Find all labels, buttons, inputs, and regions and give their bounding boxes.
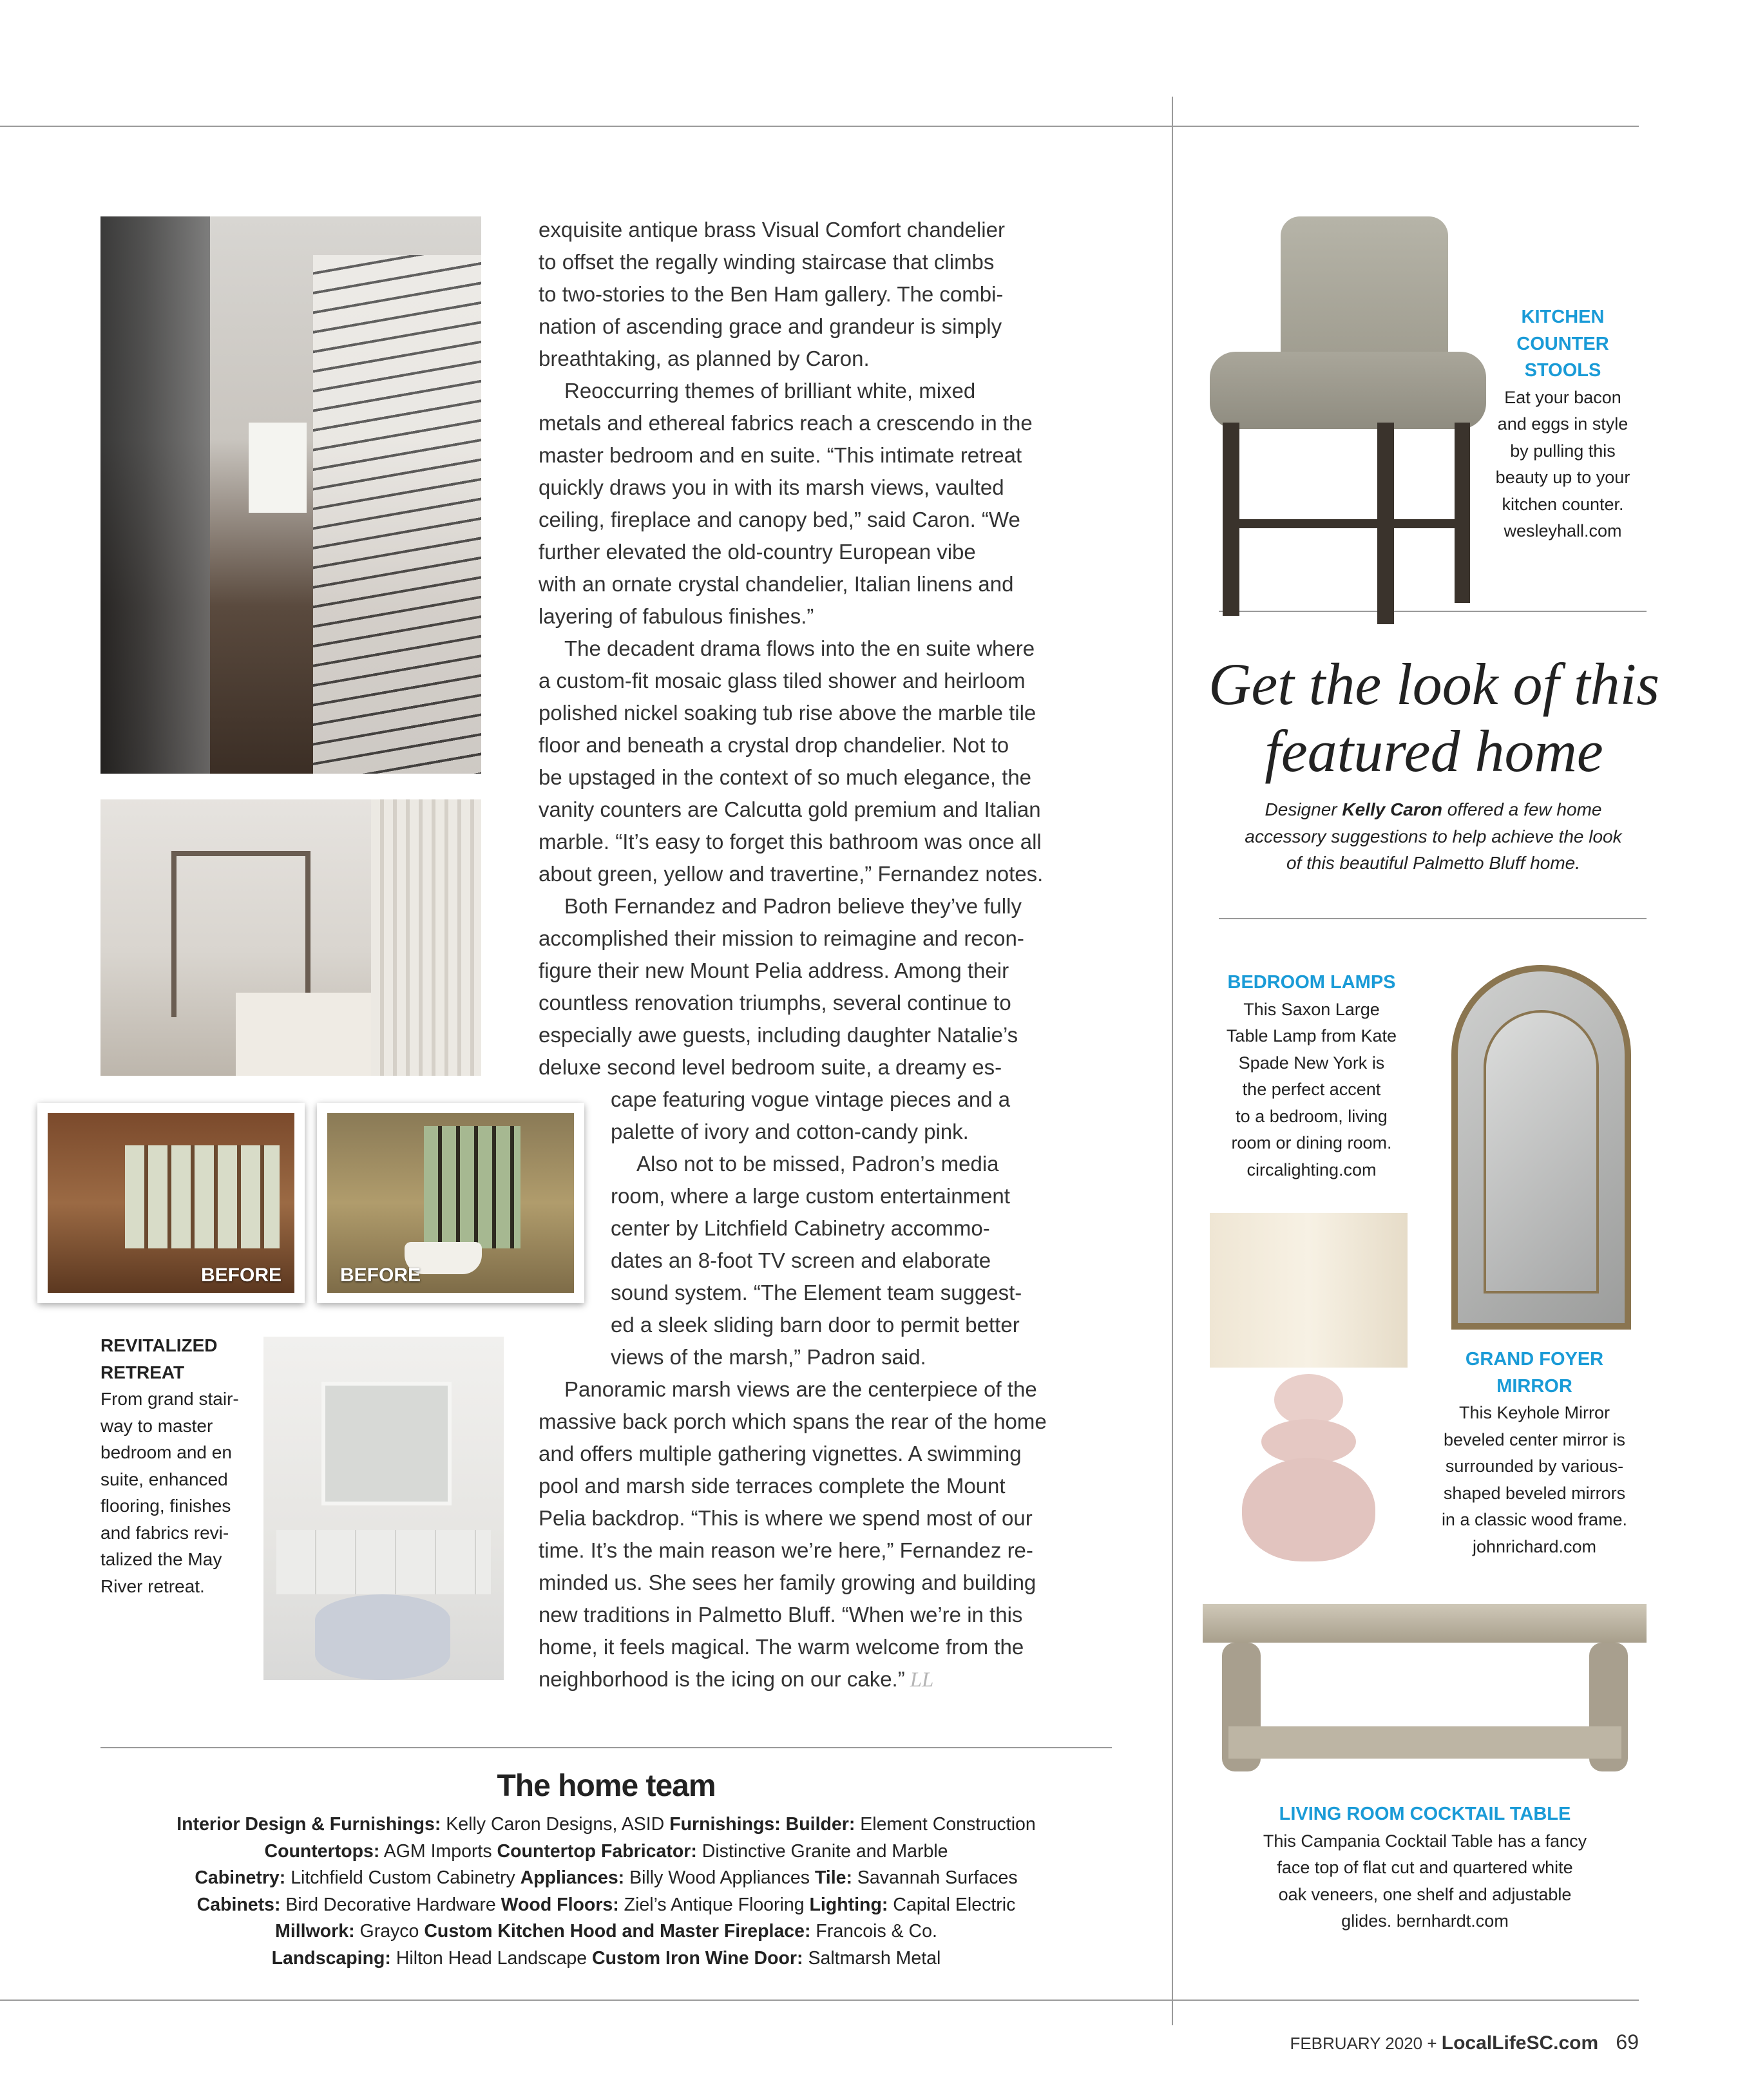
article-line-row — [539, 1019, 1118, 1051]
article-line: cape featuring vogue vintage pieces and a — [611, 1087, 1011, 1111]
product-heading: BEDROOM LAMPS — [1227, 972, 1396, 993]
credit-value: Billy Wood Appliances — [629, 1867, 810, 1888]
credit-label: Furnishings: Builder: — [669, 1814, 855, 1835]
get-the-look-title-line: featured home — [1265, 718, 1603, 784]
article-line: views of the marsh,” Padron said. — [611, 1345, 926, 1369]
credit-value: Capital Electric — [893, 1894, 1016, 1915]
article-line-row — [539, 600, 1118, 633]
product-text: oak veneers, one shelf and adjustable — [1278, 1884, 1572, 1904]
product-text: to a bedroom, living — [1236, 1106, 1388, 1126]
article-line: The decadent drama flows into the en suite where — [564, 636, 1035, 660]
home-team-title: The home team — [497, 1769, 716, 1803]
article-line-row — [539, 214, 1118, 246]
article-line: a custom-fit mosaic glass tiled shower and heirloom — [539, 669, 1026, 692]
product-text: by pulling this — [1510, 441, 1616, 461]
caption-heading: RETREAT — [100, 1362, 185, 1382]
article-line: master bedroom and en suite. “This intimate retreat — [539, 443, 1022, 467]
product-text: Table Lamp from Kate — [1226, 1026, 1397, 1045]
home-team-rule — [100, 1747, 1112, 1748]
article-line-row — [539, 472, 1118, 504]
article-line-row — [539, 407, 1118, 439]
article-line-row — [539, 246, 1118, 278]
article-line: room, where a large custom entertainment — [611, 1184, 1010, 1208]
article-line: home, it feels magical. The warm welcome from the — [539, 1635, 1024, 1659]
article-line-row — [539, 987, 1118, 1019]
credit-line — [100, 1811, 1112, 1838]
article-line-row — [539, 697, 1118, 729]
credit-line — [100, 1918, 1112, 1945]
product-heading: MIRROR — [1496, 1375, 1572, 1397]
subtitle-text: Designer — [1265, 799, 1337, 819]
credit-label: Lighting: — [809, 1894, 888, 1915]
product-text: johnrichard.com — [1472, 1536, 1597, 1556]
article-line-row — [539, 858, 1118, 890]
article-line-row — [539, 1051, 1118, 1083]
product-text: wesleyhall.com — [1504, 521, 1622, 540]
subtitle-text: offered a few home — [1447, 799, 1602, 819]
product-heading: COUNTER — [1516, 333, 1609, 354]
article-line-row — [539, 1406, 1118, 1438]
product-heading: STOOLS — [1524, 360, 1601, 381]
bedroom-lamps-blurb — [1202, 969, 1421, 1183]
credit-label: Millwork: — [275, 1921, 355, 1942]
article-line-row — [539, 1470, 1118, 1502]
article-line-row — [539, 890, 1118, 922]
article-line: layering of fabulous finishes.” — [539, 604, 814, 628]
credit-line — [100, 1838, 1112, 1866]
keyhole-mirror-image — [1451, 965, 1631, 1330]
caption-line: talized the May — [100, 1549, 222, 1569]
article-line-row — [539, 1212, 1118, 1245]
article-line-row — [539, 310, 1118, 343]
product-text: face top of flat cut and quartered white — [1277, 1858, 1573, 1877]
article-line-row — [539, 439, 1118, 472]
product-text: This Saxon Large — [1243, 999, 1380, 1019]
article-line: palette of ivory and cotton-candy pink. — [611, 1120, 969, 1143]
credit-value: Saltmarsh Metal — [808, 1947, 941, 1969]
article-line: sound system. “The Element team suggest- — [611, 1281, 1022, 1304]
article-line: minded us. She sees her family growing and building — [539, 1570, 1036, 1594]
article-line-row — [539, 826, 1118, 858]
article-line: and offers multiple gathering vignettes. A swimming — [539, 1442, 1022, 1465]
credit-value: Element Construction — [860, 1814, 1036, 1835]
caption-line: way to master — [100, 1415, 213, 1436]
article-line: to two-stories to the Ben Ham gallery. The combi- — [539, 282, 1004, 306]
credit-value: Grayco — [359, 1921, 419, 1942]
article-line: countless renovation triumphs, several continue to — [539, 991, 1011, 1015]
article-line: polished nickel soaking tub rise above the marble tile — [539, 701, 1036, 725]
grand-foyer-mirror-blurb — [1418, 1346, 1650, 1560]
article-line-row — [539, 1373, 1118, 1406]
credit-label: Appliances: — [520, 1867, 625, 1888]
article-line: nation of ascending grace and grandeur is simply — [539, 314, 1002, 338]
article-line-row — [539, 922, 1118, 955]
article-line-row — [539, 761, 1118, 794]
article-body — [539, 214, 1118, 1695]
article-line-row — [539, 278, 1118, 310]
article-line-row — [539, 1502, 1118, 1534]
credit-value: Litchfield Custom Cabinetry — [291, 1867, 515, 1888]
credit-value: Savannah Surfaces — [857, 1867, 1018, 1888]
get-the-look-title-line: Get the look of this — [1208, 651, 1660, 717]
credit-value: Hilton Head Landscape — [396, 1947, 587, 1969]
credit-value: Kelly Caron Designs, ASID — [446, 1814, 665, 1835]
article-line: massive back porch which spans the rear of the home — [539, 1409, 1047, 1433]
article-line: pool and marsh side terraces complete the Mount — [539, 1474, 1006, 1498]
photo-caption — [100, 1332, 262, 1599]
article-line: floor and beneath a crystal drop chandelier. Not to — [539, 733, 1009, 757]
product-text: the perfect accent — [1242, 1080, 1381, 1099]
caption-line: and fabrics revi- — [100, 1522, 229, 1543]
article-line-row — [539, 568, 1118, 600]
credit-value: Francois & Co. — [816, 1921, 937, 1942]
product-text: and eggs in style — [1497, 414, 1628, 434]
credit-value: Bird Decorative Hardware — [285, 1894, 496, 1915]
credit-label: Custom Kitchen Hood and Master Fireplace: — [424, 1921, 811, 1942]
credit-label: Cabinets: — [196, 1894, 281, 1915]
article-line: dates an 8-foot TV screen and elaborate — [611, 1248, 991, 1272]
article-line-row — [539, 1567, 1118, 1599]
page-number: 69 — [1616, 2030, 1639, 2054]
credit-value: Ziel’s Antique Flooring — [624, 1894, 805, 1915]
website-link[interactable]: LocalLifeSC.com — [1441, 2032, 1599, 2054]
staircase-photo — [100, 216, 481, 774]
product-text: beveled center mirror is — [1443, 1429, 1626, 1449]
caption-line: River retreat. — [100, 1576, 205, 1596]
article-line: ed a sleek sliding barn door to permit better — [611, 1313, 1020, 1337]
article-line: further elevated the old-country European vibe — [539, 540, 976, 564]
article-line: deluxe second level bedroom suite, a dreamy es- — [539, 1055, 1002, 1079]
bathroom-vanity-photo — [263, 1337, 504, 1680]
product-text: This Keyhole Mirror — [1458, 1403, 1610, 1422]
credit-value: Distinctive Granite and Marble — [702, 1840, 948, 1862]
page-footer — [1290, 2030, 1639, 2054]
subtitle-text: accessory suggestions to help achieve the look — [1245, 826, 1622, 846]
article-line: about green, yellow and travertine,” Fernandez notes. — [539, 862, 1044, 886]
product-text: Eat your bacon — [1504, 387, 1621, 407]
before-photo-1 — [37, 1103, 305, 1303]
article-line-row — [539, 794, 1118, 826]
article-line-row — [539, 665, 1118, 697]
get-the-look-subtitle — [1192, 796, 1675, 877]
credit-label: Custom Iron Wine Door: — [592, 1947, 803, 1969]
issue-date: FEBRUARY 2020 + — [1290, 2034, 1437, 2053]
article-line-row — [539, 729, 1118, 761]
credit-value: AGM Imports — [383, 1840, 492, 1862]
before-label: BEFORE — [200, 1265, 282, 1286]
article-line-row — [539, 1180, 1118, 1212]
product-text: room or dining room. — [1231, 1133, 1392, 1152]
product-text: circalighting.com — [1246, 1160, 1377, 1179]
article-line: be upstaged in the context of so much elegance, the — [539, 765, 1032, 789]
bottom-rule — [0, 2000, 1639, 2001]
article-line: with an ornate crystal chandelier, Italian linens and — [539, 572, 1014, 596]
article-line: Both Fernandez and Padron believe they’ve fully — [564, 894, 1022, 918]
credit-label: Countertops: — [264, 1840, 380, 1862]
product-text: surrounded by various- — [1445, 1456, 1624, 1476]
article-line-row — [539, 1631, 1118, 1663]
credit-label: Tile: — [814, 1867, 852, 1888]
article-line-row — [539, 1599, 1118, 1631]
article-line: Pelia backdrop. “This is where we spend most of our — [539, 1506, 1033, 1530]
designer-name: Kelly Caron — [1342, 799, 1442, 819]
article-line: vanity counters are Calcutta gold premium and Italian — [539, 797, 1041, 821]
table-lamp-image — [1210, 1200, 1408, 1561]
article-line-row — [539, 1083, 1118, 1116]
product-text: shaped beveled mirrors — [1443, 1483, 1626, 1503]
article-line: accomplished their mission to reimagine and recon- — [539, 926, 1024, 950]
article-line-row — [539, 1277, 1118, 1309]
article-line-row — [539, 1309, 1118, 1341]
article-line-row — [539, 504, 1118, 536]
kitchen-stools-blurb — [1466, 304, 1659, 545]
home-team-credits — [100, 1811, 1112, 1972]
product-text: This Campania Cocktail Table has a fancy — [1263, 1831, 1587, 1851]
before-label: BEFORE — [340, 1265, 421, 1286]
product-text: kitchen counter. — [1502, 494, 1624, 514]
product-text: Spade New York is — [1238, 1053, 1385, 1073]
article-line: metals and ethereal fabrics reach a crescendo in the — [539, 411, 1033, 435]
cocktail-table-blurb — [1224, 1801, 1626, 1935]
article-line-row — [539, 1148, 1118, 1180]
article-line-row — [539, 375, 1118, 407]
article-line: quickly draws you in with its marsh views, vaulted — [539, 475, 1004, 499]
product-text: in a classic wood frame. — [1441, 1510, 1628, 1529]
sidebar-rule-2 — [1219, 918, 1647, 919]
caption-heading: REVITALIZED — [100, 1335, 218, 1355]
bedroom-photo — [100, 799, 481, 1076]
product-heading: LIVING ROOM COCKTAIL TABLE — [1279, 1804, 1571, 1824]
get-the-look-title — [1176, 651, 1692, 785]
product-heading: KITCHEN — [1521, 307, 1605, 327]
article-line-row — [539, 1341, 1118, 1373]
article-line-row — [539, 633, 1118, 665]
subtitle-text: of this beautiful Palmetto Bluff home. — [1286, 853, 1581, 873]
article-line-row — [539, 1116, 1118, 1148]
caption-line: bedroom and en — [100, 1442, 232, 1462]
credit-line — [100, 1945, 1112, 1972]
column-divider — [1172, 97, 1173, 2025]
caption-line: flooring, finishes — [100, 1496, 231, 1516]
credit-label: Wood Floors: — [501, 1894, 619, 1915]
article-line-row — [539, 343, 1118, 375]
article-line-row — [539, 536, 1118, 568]
article-line: figure their new Mount Pelia address. Among their — [539, 959, 1009, 982]
caption-line: From grand stair- — [100, 1389, 239, 1409]
article-line: especially awe guests, including daughter Natalie’s — [539, 1023, 1018, 1047]
cocktail-table-image — [1203, 1604, 1647, 1788]
article-line-row — [539, 1438, 1118, 1470]
credit-label: Cabinetry: — [195, 1867, 286, 1888]
top-rule — [0, 126, 1639, 127]
article-line: new traditions in Palmetto Bluff. “When we’re in this — [539, 1603, 1023, 1627]
credit-line — [100, 1892, 1112, 1919]
credit-line — [100, 1865, 1112, 1892]
article-line-row — [539, 955, 1118, 987]
article-line: neighborhood is the icing on our cake.” — [539, 1667, 905, 1691]
article-line: ceiling, fireplace and canopy bed,” said Caron. “We — [539, 508, 1020, 531]
article-line: Panoramic marsh views are the centerpiece of the — [564, 1377, 1037, 1401]
article-line-row — [539, 1245, 1118, 1277]
article-line-row — [539, 1534, 1118, 1567]
article-line: marble. “It’s easy to forget this bathroom was once all — [539, 830, 1042, 854]
article-line: center by Litchfield Cabinetry accommo- — [611, 1216, 990, 1240]
article-line: exquisite antique brass Visual Comfort chandelier — [539, 218, 1005, 242]
product-heading: GRAND FOYER — [1465, 1349, 1604, 1370]
article-line: breathtaking, as planned by Caron. — [539, 347, 870, 370]
product-text: glides. bernhardt.com — [1341, 1911, 1509, 1931]
credit-label: Landscaping: — [271, 1947, 391, 1969]
credit-label: Interior Design & Furnishings: — [177, 1814, 441, 1835]
end-mark: LL — [910, 1668, 934, 1692]
article-line: to offset the regally winding staircase that climbs — [539, 250, 995, 274]
article-line: time. It’s the main reason we’re here,” Fernandez re- — [539, 1538, 1033, 1562]
article-line: Reoccurring themes of brilliant white, mixed — [564, 379, 976, 403]
counter-stool-image — [1210, 216, 1486, 624]
article-line-row — [539, 1663, 1118, 1695]
article-line: Also not to be missed, Padron’s media — [636, 1152, 999, 1176]
product-text: beauty up to your — [1495, 468, 1630, 487]
credit-label: Countertop Fabricator: — [497, 1840, 697, 1862]
caption-line: suite, enhanced — [100, 1469, 228, 1489]
